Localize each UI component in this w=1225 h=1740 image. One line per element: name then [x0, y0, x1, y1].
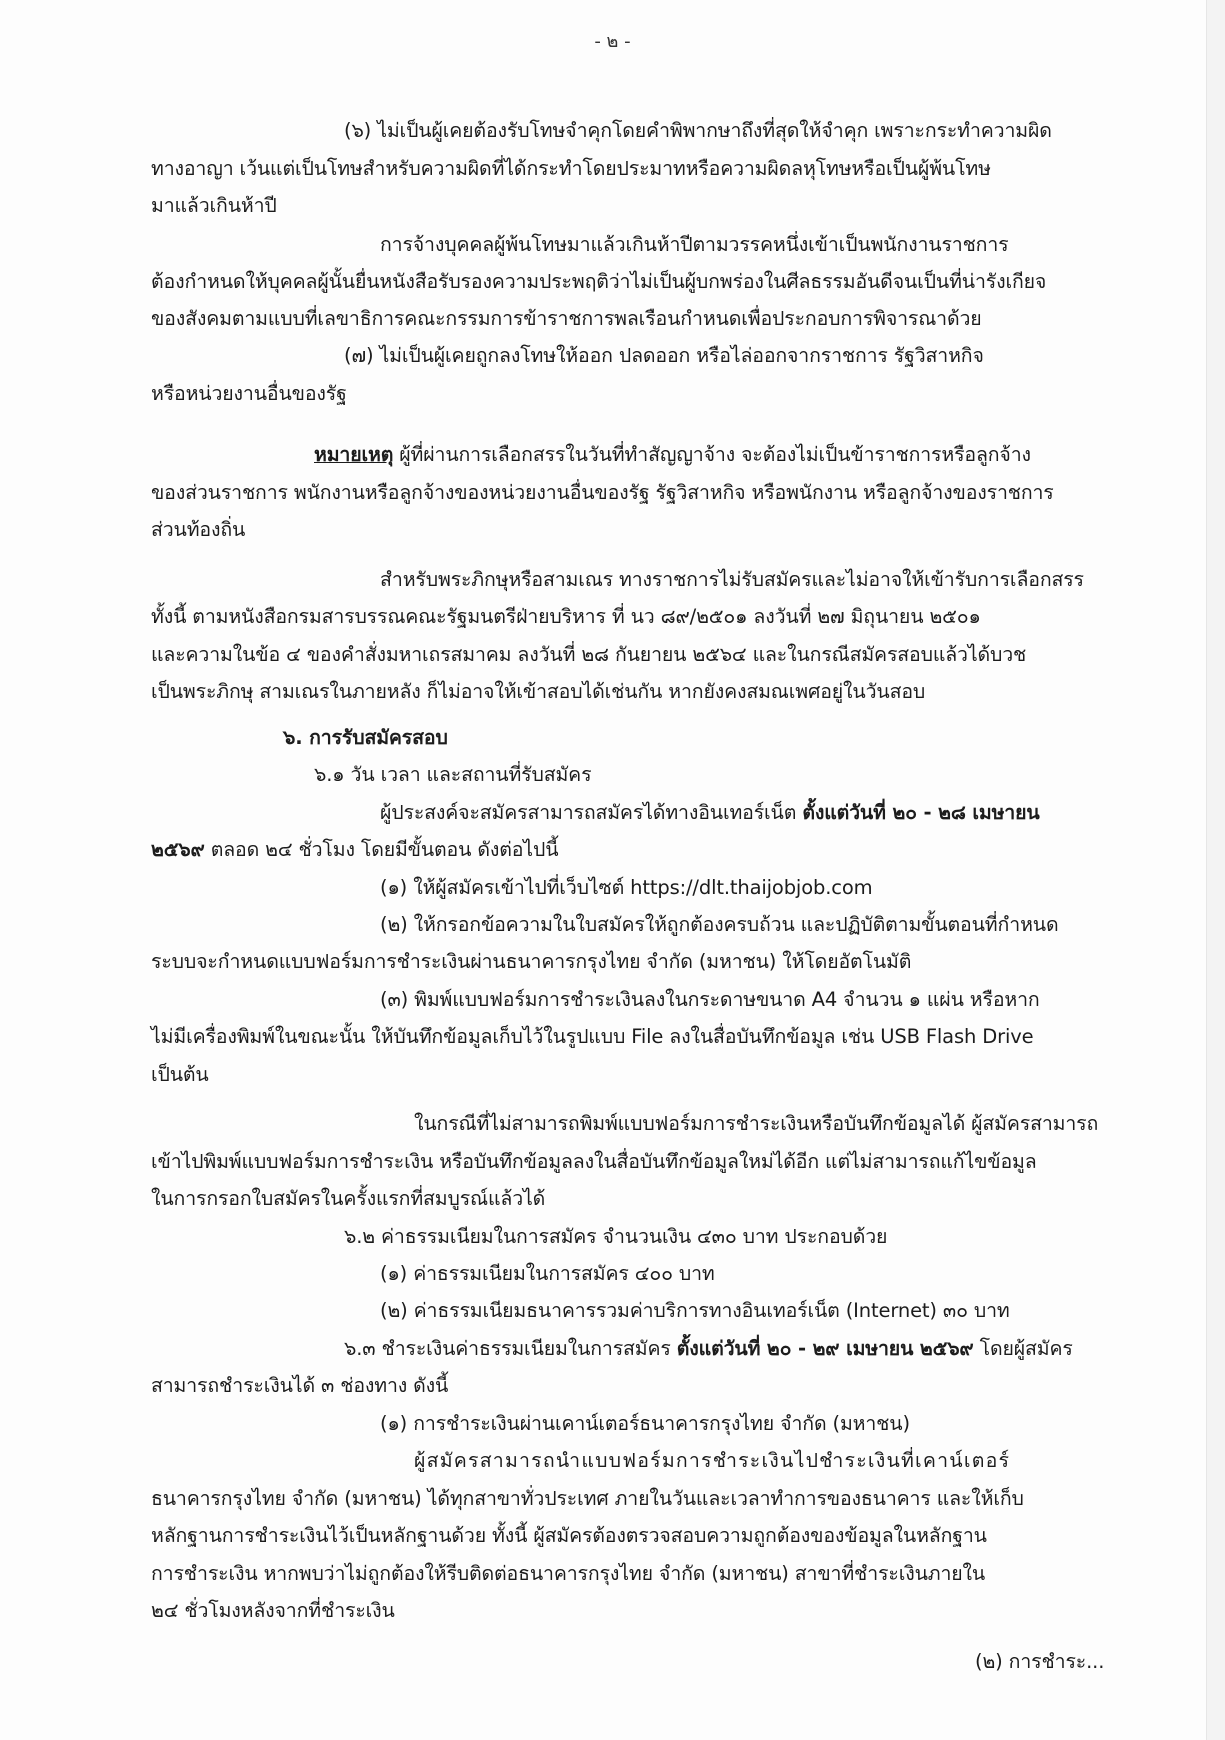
paragraph-line: และความในข้อ ๔ ของคำสั่งมหาเถรสมาคม ลงวันที่ ๒๘ กันยายน ๒๕๖๔ และในกรณีสมัครสอบแล้วได้บวช: [151, 643, 1027, 666]
section-6-2-heading: ๖.๒ ค่าธรรมเนียมในการสมัคร จำนวนเงิน ๔๓๐ บาท ประกอบด้วย: [344, 1225, 888, 1248]
qualification-6-line-1: (๖) ไม่เป็นผู้เคยต้องรับโทษจำคุกโดยคำพิพากษาถึงที่สุดให้จำคุก เพราะกระทำความผิด: [344, 119, 1052, 142]
paragraph-line: ๒๔ ชั่วโมงหลังจากที่ชำระเงิน: [151, 1599, 395, 1622]
qualification-6-line-3: มาแล้วเกินห้าปี: [151, 194, 277, 217]
paragraph-line: ในการกรอกใบสมัครในครั้งแรกที่สมบูรณ์แล้วได้: [151, 1187, 546, 1210]
note-line-1: [314, 443, 1031, 467]
qualification-7-line-1: (๗) ไม่เป็นผู้เคยถูกลงโทษให้ออก ปลดออก หรือไล่ออกจากราชการ รัฐวิสาหกิจ: [344, 344, 984, 367]
note-line-2: ของส่วนราชการ พนักงานหรือลูกจ้างของหน่วยงานอื่นของรัฐ รัฐวิสาหกิจ หรือพนักงาน หรือลูกจ้างของราชการ: [151, 481, 1054, 504]
text: ตลอด ๒๔ ชั่วโมง โดยมีขั้นตอน ดังต่อไปนี้: [204, 838, 559, 861]
paragraph-line: สามารถชำระเงินได้ ๓ ช่องทาง ดังนี้: [151, 1374, 449, 1397]
note-label: หมายเหตุ: [314, 443, 394, 466]
page-number: - ๒ -: [594, 31, 631, 52]
application-year: ๒๕๖๙: [151, 838, 205, 861]
qualification-7-line-2: หรือหน่วยงานอื่นของรัฐ: [151, 382, 347, 405]
paragraph-line: ผู้สมัครสามารถนำแบบฟอร์มการชำระเงินไปชำระเงินที่เคาน์เตอร์: [414, 1449, 1011, 1472]
step-3-line-1: (๓) พิมพ์แบบฟอร์มการชำระเงินลงในกระดาษขนาด A4 จำนวน ๑ แผ่น หรือหาก: [380, 988, 1040, 1011]
paragraph-line: ธนาคารกรุงไทย จำกัด (มหาชน) ได้ทุกสาขาทั่วประเทศ ภายในวันและเวลาทำการของธนาคาร และให้เก็บ: [151, 1487, 1024, 1510]
application-dates: ตั้งแต่วันที่ ๒๐ - ๒๘ เมษายน: [802, 801, 1040, 824]
paragraph-line: เข้าไปพิมพ์แบบฟอร์มการชำระเงิน หรือบันทึกข้อมูลลงในสื่อบันทึกข้อมูลใหม่ได้อีก แต่ไม่สามารถแก้ไขข้อมูล: [151, 1150, 1037, 1173]
paragraph-line: [151, 838, 558, 862]
step-3-line-3: เป็นต้น: [151, 1063, 209, 1086]
step-1: (๑) ให้ผู้สมัครเข้าไปที่เว็บไซต์ https://dlt.thaijobjob.com: [380, 876, 873, 899]
page-edge: [1206, 0, 1225, 1740]
fee-item-1: (๑) ค่าธรรมเนียมในการสมัคร ๔๐๐ บาท: [380, 1262, 715, 1285]
step-3-line-2: ไม่มีเครื่องพิมพ์ในขณะนั้น ให้บันทึกข้อมูลเก็บไว้ในรูปแบบ File ลงในสื่อบันทึกข้อมูล เช่น USB Flash Drive: [151, 1025, 1034, 1048]
paragraph-line: ของสังคมตามแบบที่เลขาธิการคณะกรรมการข้าราชการพลเรือนกำหนดเพื่อประกอบการพิจารณาด้วย: [151, 307, 982, 330]
paragraph-line: สำหรับพระภิกษุหรือสามเณร ทางราชการไม่รับสมัครและไม่อาจให้เข้ารับการเลือกสรร: [380, 568, 1084, 591]
fee-item-2: (๒) ค่าธรรมเนียมธนาคารรวมค่าบริการทางอินเทอร์เน็ต (Internet) ๓๐ บาท: [380, 1299, 1010, 1322]
payment-channel-1: (๑) การชำระเงินผ่านเคาน์เตอร์ธนาคารกรุงไทย จำกัด (มหาชน): [380, 1412, 910, 1435]
paragraph-line: การจ้างบุคคลผู้พ้นโทษมาแล้วเกินห้าปีตามวรรคหนึ่งเข้าเป็นพนักงานราชการ: [380, 233, 1009, 256]
paragraph-line: ทั้งนี้ ตามหนังสือกรมสารบรรณคณะรัฐมนตรีฝ่ายบริหาร ที่ นว ๘๙/๒๕๐๑ ลงวันที่ ๒๗ มิถุนายน ๒๕๐๑: [151, 605, 981, 628]
text: ผู้ประสงค์จะสมัครสามารถสมัครได้ทางอินเทอร์เน็ต: [380, 801, 803, 824]
paragraph-line: ต้องกำหนดให้บุคคลผู้นั้นยื่นหนังสือรับรองความประพฤติว่าไม่เป็นผู้บกพร่องในศีลธรรมอันดีจนเป็นที่น่ารังเกียจ: [151, 270, 1047, 293]
continuation-marker: (๒) การชำระ...: [975, 1650, 1105, 1673]
paragraph-line: [380, 801, 1040, 825]
paragraph-line: การชำระเงิน หากพบว่าไม่ถูกต้องให้รีบติดต่อธนาคารกรุงไทย จำกัด (มหาชน) สาขาที่ชำระเงินภายใน: [151, 1562, 986, 1585]
qualification-6-line-2: ทางอาญา เว้นแต่เป็นโทษสำหรับความผิดที่ได้กระทำโดยประมาทหรือความผิดลหุโทษหรือเป็นผู้พ้นโทษ: [151, 157, 991, 180]
section-6-1-heading: ๖.๑ วัน เวลา และสถานที่รับสมัคร: [314, 763, 592, 786]
note-line-3: ส่วนท้องถิ่น: [151, 518, 246, 541]
paragraph-line: เป็นพระภิกษุ สามเณรในภายหลัง ก็ไม่อาจให้เข้าสอบได้เช่นกัน หากยังคงสมณเพศอยู่ในวันสอบ: [151, 680, 926, 703]
paragraph-line: ในกรณีที่ไม่สามารถพิมพ์แบบฟอร์มการชำระเงินหรือบันทึกข้อมูลได้ ผู้สมัครสามารถ: [414, 1112, 1099, 1135]
section-6-heading: ๖. การรับสมัครสอบ: [283, 726, 448, 749]
note-text: ผู้ที่ผ่านการเลือกสรรในวันที่ทำสัญญาจ้าง จะต้องไม่เป็นข้าราชการหรือลูกจ้าง: [393, 443, 1031, 466]
text: ๖.๓ ชำระเงินค่าธรรมเนียมในการสมัคร: [344, 1337, 677, 1360]
paragraph-line: หลักฐานการชำระเงินไว้เป็นหลักฐานด้วย ทั้งนี้ ผู้สมัครต้องตรวจสอบความถูกต้องของข้อมูลในหลักฐาน: [151, 1524, 987, 1547]
step-2-line-2: ระบบจะกำหนดแบบฟอร์มการชำระเงินผ่านธนาคารกรุงไทย จำกัด (มหาชน) ให้โดยอัตโนมัติ: [151, 950, 912, 973]
step-2-line-1: (๒) ให้กรอกข้อความในใบสมัครให้ถูกต้องครบถ้วน และปฏิบัติตามขั้นตอนที่กำหนด: [380, 913, 1059, 936]
payment-dates: ตั้งแต่วันที่ ๒๐ - ๒๙ เมษายน ๒๕๖๙: [676, 1337, 974, 1360]
section-6-3-heading: [344, 1337, 1073, 1361]
text: โดยผู้สมัคร: [973, 1337, 1073, 1360]
